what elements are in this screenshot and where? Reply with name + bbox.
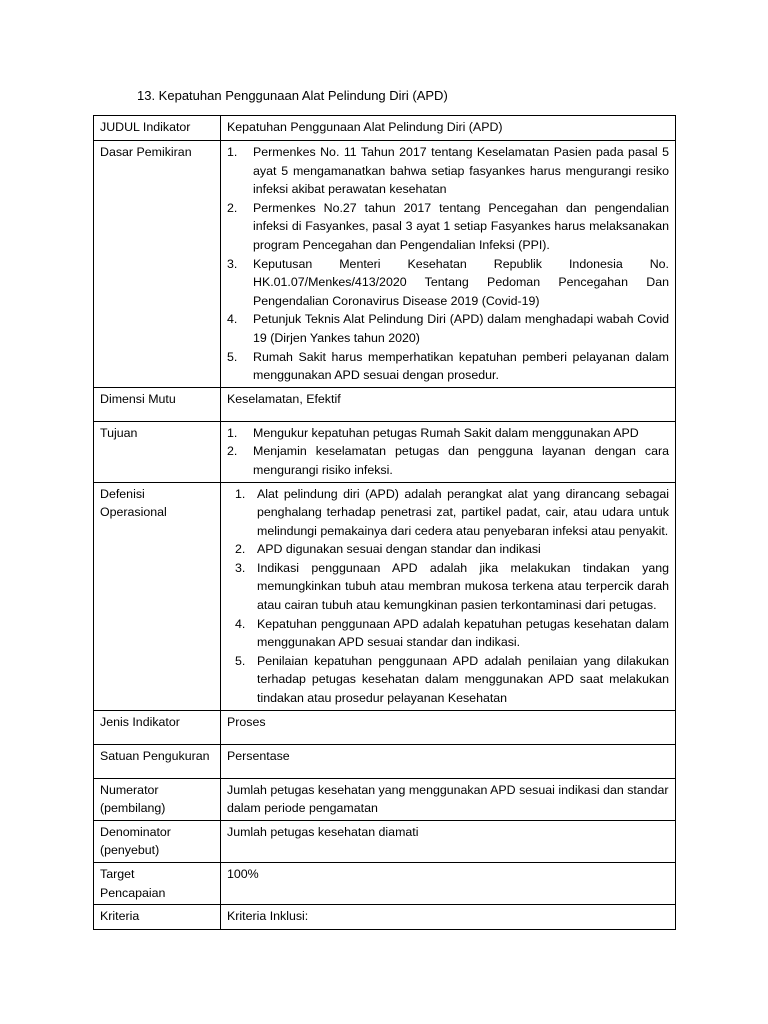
list-item: Rumah Sakit harus memperhatikan kepatuhan pemberi pelayanan dalam menggunakan APD sesuai dengan prosedur. <box>253 349 669 383</box>
list-item: APD digunakan sesuai dengan standar dan indikasi <box>257 542 541 557</box>
list-item: Penilaian kepatuhan penggunaan APD adalah penilaian yang dilakukan terhadap petugas kesehatan dalam menggunakan APD saat melakukan tindakan atau prosedur pelayanan Kesehatan <box>257 653 669 706</box>
list-item: Petunjuk Teknis Alat Pelindung Diri (APD) dalam menghadapi wabah Covid 19 (Dirjen Yankes tahun 2020) <box>253 312 669 345</box>
label-denominator <box>94 820 221 862</box>
value-denominator: Jumlah petugas kesehatan diamati <box>221 820 676 862</box>
label-line: Numerator <box>100 782 159 797</box>
list-item: Mengukur kepatuhan petugas Rumah Sakit dalam menggunakan APD <box>253 425 639 440</box>
label-line: Pencapaian <box>100 885 166 900</box>
label-line: (pembilang) <box>100 801 166 816</box>
list-item: Permenkes No. 11 Tahun 2017 tentang Keselamatan Pasien pada pasal 5 ayat 5 mengamanatkan bahwa setiap fasyankes harus mengurangi resiko infeksi akibat perawatan kesehatan <box>253 145 669 197</box>
row-jenis-indikator <box>94 710 676 744</box>
label-judul-indikator: JUDUL Indikator <box>94 116 221 141</box>
row-target-pencapaian <box>94 863 676 905</box>
label-dasar-pemikiran: Dasar Pemikiran <box>94 141 221 388</box>
row-defenisi-operasional <box>94 482 676 710</box>
value-dasar-pemikiran <box>221 141 676 388</box>
label-kriteria: Kriteria <box>94 905 221 930</box>
row-tujuan <box>94 421 676 482</box>
tujuan-list <box>227 424 669 480</box>
value-judul-indikator: Kepatuhan Penggunaan Alat Pelindung Diri (APD) <box>221 116 676 141</box>
value-numerator: Jumlah petugas kesehatan yang menggunakan APD sesuai indikasi dan standar dalam periode pengamatan <box>221 778 676 820</box>
label-line: Target <box>100 867 135 881</box>
row-kriteria <box>94 905 676 930</box>
row-satuan-pengukuran <box>94 744 676 778</box>
value-satuan-pengukuran: Persentase <box>221 744 676 778</box>
row-denominator <box>94 820 676 862</box>
row-numerator <box>94 778 676 820</box>
value-kriteria: Kriteria Inklusi: <box>221 905 676 930</box>
page-title: 13. Kepatuhan Penggunaan Alat Pelindung Diri (APD) <box>137 88 448 103</box>
indicator-table <box>93 115 676 930</box>
label-dimensi-mutu: Dimensi Mutu <box>94 387 221 421</box>
value-tujuan <box>221 421 676 482</box>
row-dimensi-mutu <box>94 387 676 421</box>
label-satuan-pengukuran: Satuan Pengukuran <box>94 744 221 778</box>
label-line: Defenisi <box>100 486 145 501</box>
defenisi-list <box>227 485 669 708</box>
label-line: (penyebut) <box>100 843 160 858</box>
value-defenisi-operasional <box>221 482 676 710</box>
label-line: Operasional <box>100 505 167 520</box>
list-item: Menjamin keselamatan petugas dan pengguna layanan dengan cara mengurangi risiko infeksi. <box>253 444 669 477</box>
value-target-pencapaian: 100% <box>221 863 676 905</box>
row-judul-indikator <box>94 116 676 141</box>
list-item: Kepatuhan penggunaan APD adalah kepatuhan petugas kesehatan dalam menggunakan APD sesuai standar dan indikasi. <box>257 616 669 650</box>
label-tujuan: Tujuan <box>94 421 221 482</box>
list-item: Keputusan Menteri Kesehatan Republik Indonesia No. HK.01.07/Menkes/413/2020 Tentang Pedoman Pencegahan Dan Pengendalian Coronavirus Disease 2019 (Covid-19) <box>253 256 669 308</box>
value-jenis-indikator: Proses <box>221 710 676 744</box>
label-numerator <box>94 778 221 820</box>
label-target-pencapaian <box>94 863 221 905</box>
row-dasar-pemikiran <box>94 141 676 388</box>
value-dimensi-mutu: Keselamatan, Efektif <box>221 387 676 421</box>
dasar-pemikiran-list <box>227 143 669 385</box>
list-item: Alat pelindung diri (APD) adalah perangkat alat yang dirancang sebagai penghalang terhadap penetrasi zat, partikel padat, cair, atau udara untuk melindungi pemakainya dari cedera atau penyebaran infeksi atau penyakit. <box>257 486 669 538</box>
list-item: Permenkes No.27 tahun 2017 tentang Pencegahan dan pengendalian infeksi di Fasyankes, pasal 3 ayat 1 setiap Fasyankes harus melaksanakan program Pencegahan dan Pengendalian Infeksi (PPI). <box>253 200 669 252</box>
label-line: Denominator <box>100 824 171 839</box>
label-jenis-indikator: Jenis Indikator <box>94 710 221 744</box>
label-defenisi-operasional <box>94 482 221 710</box>
list-item: Indikasi penggunaan APD adalah jika melakukan tindakan yang memungkinkan tubuh atau membran mukosa terkena atau terpercik darah atau cairan tubuh atau kemungkinan pasien terkontaminasi dari petugas. <box>257 560 669 613</box>
